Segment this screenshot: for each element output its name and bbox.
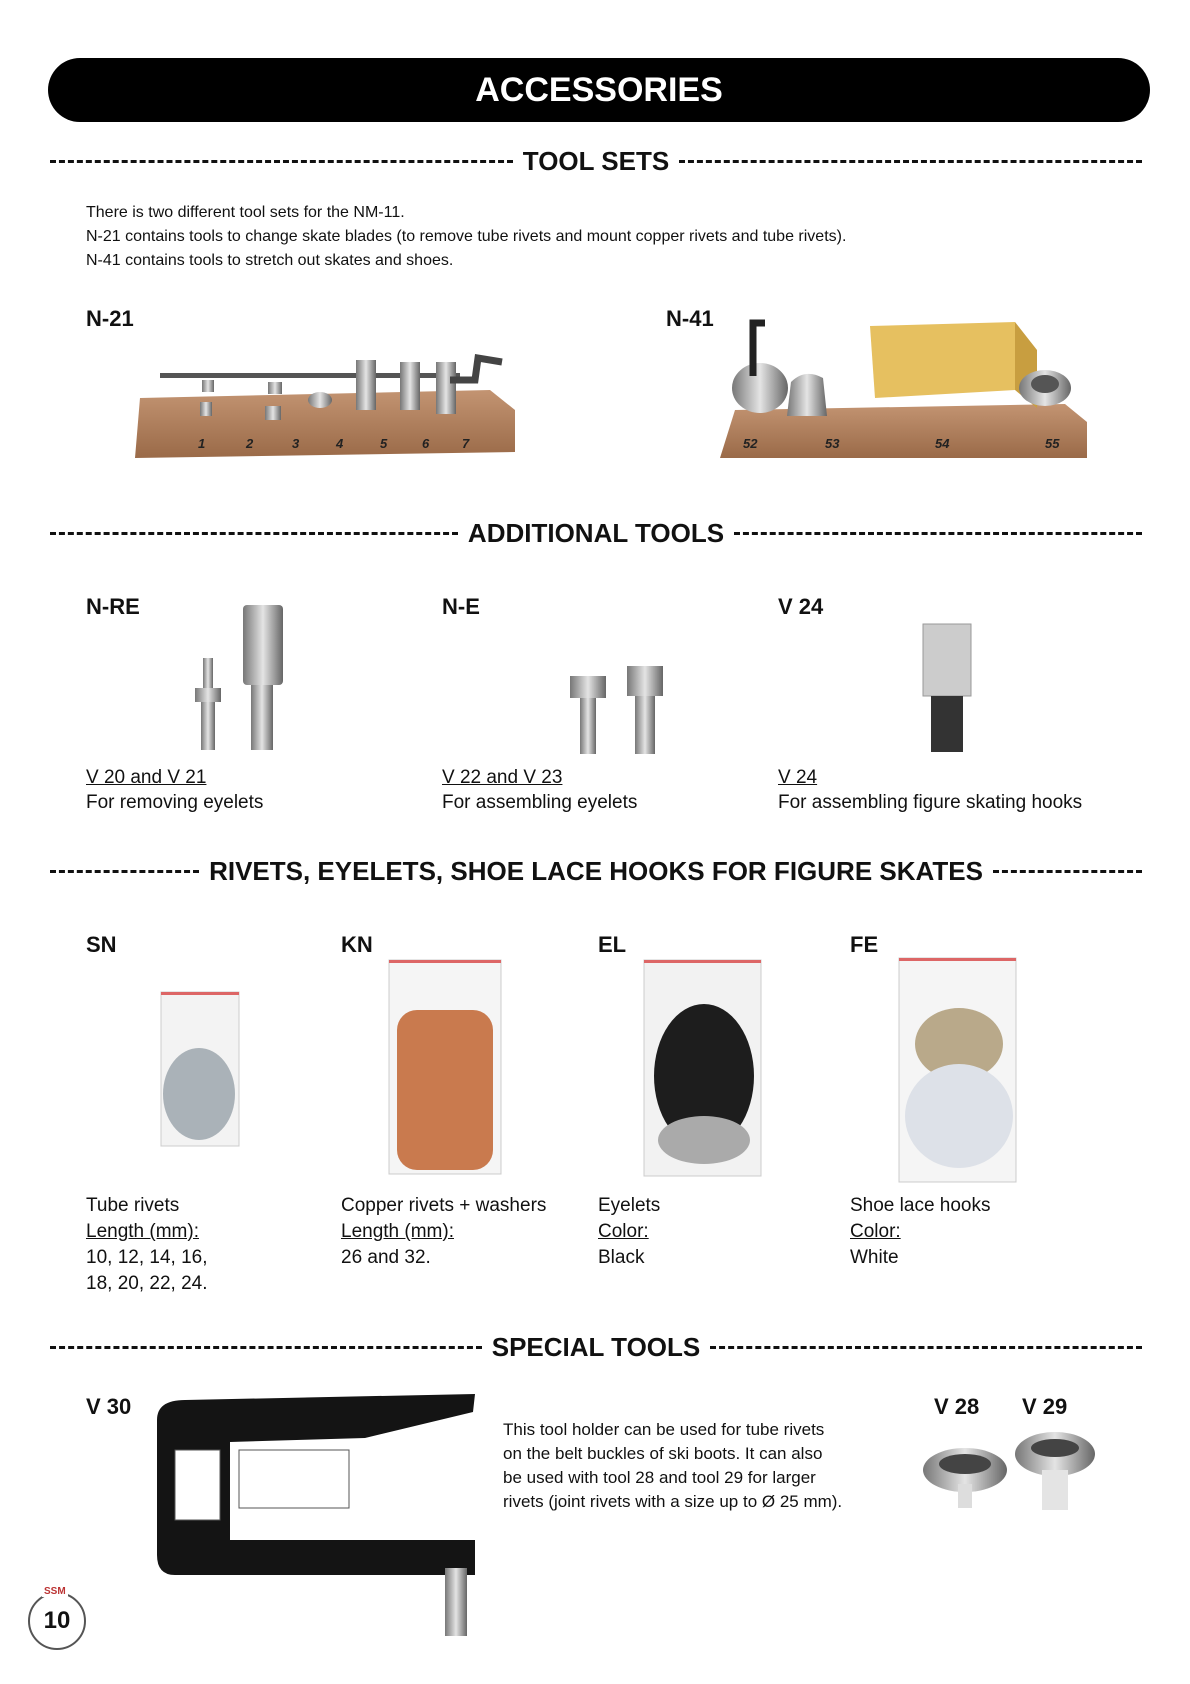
nre-tool-image (185, 600, 295, 750)
ne-ref: V 22 and V 23 (442, 767, 563, 788)
page-title: ACCESSORIES (48, 58, 1150, 122)
v24-code: V 24 (778, 594, 824, 619)
sn-bag-image (155, 990, 245, 1150)
v30-code: V 30 (86, 1394, 132, 1419)
section-header-special-tools (50, 1332, 1142, 1363)
intro-line: There is two different tool sets for the NM-11. (86, 204, 405, 221)
n41-number: 53 (825, 436, 840, 451)
n21-toolset-image (130, 340, 520, 465)
kn-caption (341, 1193, 546, 1271)
v28-v29-tools-image (920, 1428, 1100, 1513)
n21-code: N-21 (86, 306, 134, 331)
fe-name: Shoe lace hooks (850, 1195, 991, 1216)
section-header-additional-tools (50, 518, 1142, 549)
kn-name: Copper rivets + washers (341, 1195, 547, 1216)
sn-code: SN (86, 932, 117, 957)
n21-number: 7 (462, 436, 470, 451)
sn-caption (86, 1193, 208, 1297)
n21-number: 1 (198, 436, 206, 451)
kn-value: 26 and 32. (341, 1247, 431, 1268)
n41-code: N-41 (666, 306, 714, 331)
sn-value: 10, 12, 14, 16, (86, 1247, 208, 1268)
el-name: Eyelets (598, 1195, 661, 1216)
v24-tool-image (918, 620, 978, 752)
brand-logo: SSM (44, 1586, 66, 1597)
ne-caption (442, 765, 637, 815)
fe-label: Color: (850, 1221, 901, 1242)
v24-caption (778, 765, 1082, 815)
n21-number: 2 (246, 436, 254, 451)
intro-line: N-41 contains tools to stretch out skates and shoes. (86, 252, 454, 269)
el-bag-image (640, 958, 765, 1180)
fe-caption (850, 1193, 991, 1271)
section-title: SPECIAL TOOLS (491, 1332, 701, 1362)
n41-number: 55 (1045, 436, 1060, 451)
n41-toolset-image (715, 318, 1095, 466)
desc-line: This tool holder can be used for tube rivets (503, 1420, 825, 1439)
desc-line: on the belt buckles of ski boots. It can also (503, 1444, 823, 1463)
el-caption (598, 1193, 660, 1271)
intro-line: N-21 contains tools to change skate blades (to remove tube rivets and mount copper rivets and tube rivets). (86, 228, 847, 245)
ne-tool-image (565, 660, 675, 755)
nre-code: N-RE (86, 594, 140, 619)
sn-label: Length (mm): (86, 1221, 199, 1242)
v30-description (503, 1418, 842, 1514)
fe-bag-image (895, 956, 1020, 1186)
el-code: EL (598, 932, 627, 957)
n21-number: 3 (292, 436, 300, 451)
sn-value: 18, 20, 22, 24. (86, 1273, 208, 1294)
nre-caption (86, 765, 263, 815)
v24-ref: V 24 (778, 767, 818, 788)
section-header-rivets (50, 856, 1142, 887)
nre-desc: For removing eyelets (86, 792, 264, 813)
n41-number: 52 (743, 436, 758, 451)
fe-code: FE (850, 932, 879, 957)
section-header-tool-sets (50, 146, 1142, 177)
ne-desc: For assembling eyelets (442, 792, 638, 813)
el-value: Black (598, 1247, 645, 1268)
el-label: Color: (598, 1221, 649, 1242)
section-title: RIVETS, EYELETS, SHOE LACE HOOKS FOR FIGURE SKATES (209, 856, 983, 886)
kn-label: Length (mm): (341, 1221, 454, 1242)
tool-sets-intro (86, 201, 846, 273)
v30-tool-holder-image (155, 1390, 495, 1640)
n21-number: 6 (422, 436, 430, 451)
kn-code: KN (341, 932, 373, 957)
nre-ref: V 20 and V 21 (86, 767, 207, 788)
page-number: 10 (28, 1592, 86, 1650)
kn-bag-image (385, 958, 505, 1178)
v24-desc: For assembling figure skating hooks (778, 792, 1083, 813)
n21-number: 5 (380, 436, 388, 451)
desc-line: rivets (joint rivets with a size up to Ø 25 mm). (503, 1492, 843, 1511)
n21-number: 4 (336, 436, 344, 451)
desc-line: be used with tool 28 and tool 29 for larger (503, 1468, 816, 1487)
v28-code: V 28 (934, 1394, 980, 1419)
sn-name: Tube rivets (86, 1195, 180, 1216)
section-title: TOOL SETS (522, 146, 670, 176)
n41-number: 54 (935, 436, 950, 451)
ne-code: N-E (442, 594, 480, 619)
fe-value: White (850, 1247, 899, 1268)
v29-code: V 29 (1022, 1394, 1068, 1419)
section-title: ADDITIONAL TOOLS (467, 518, 725, 548)
